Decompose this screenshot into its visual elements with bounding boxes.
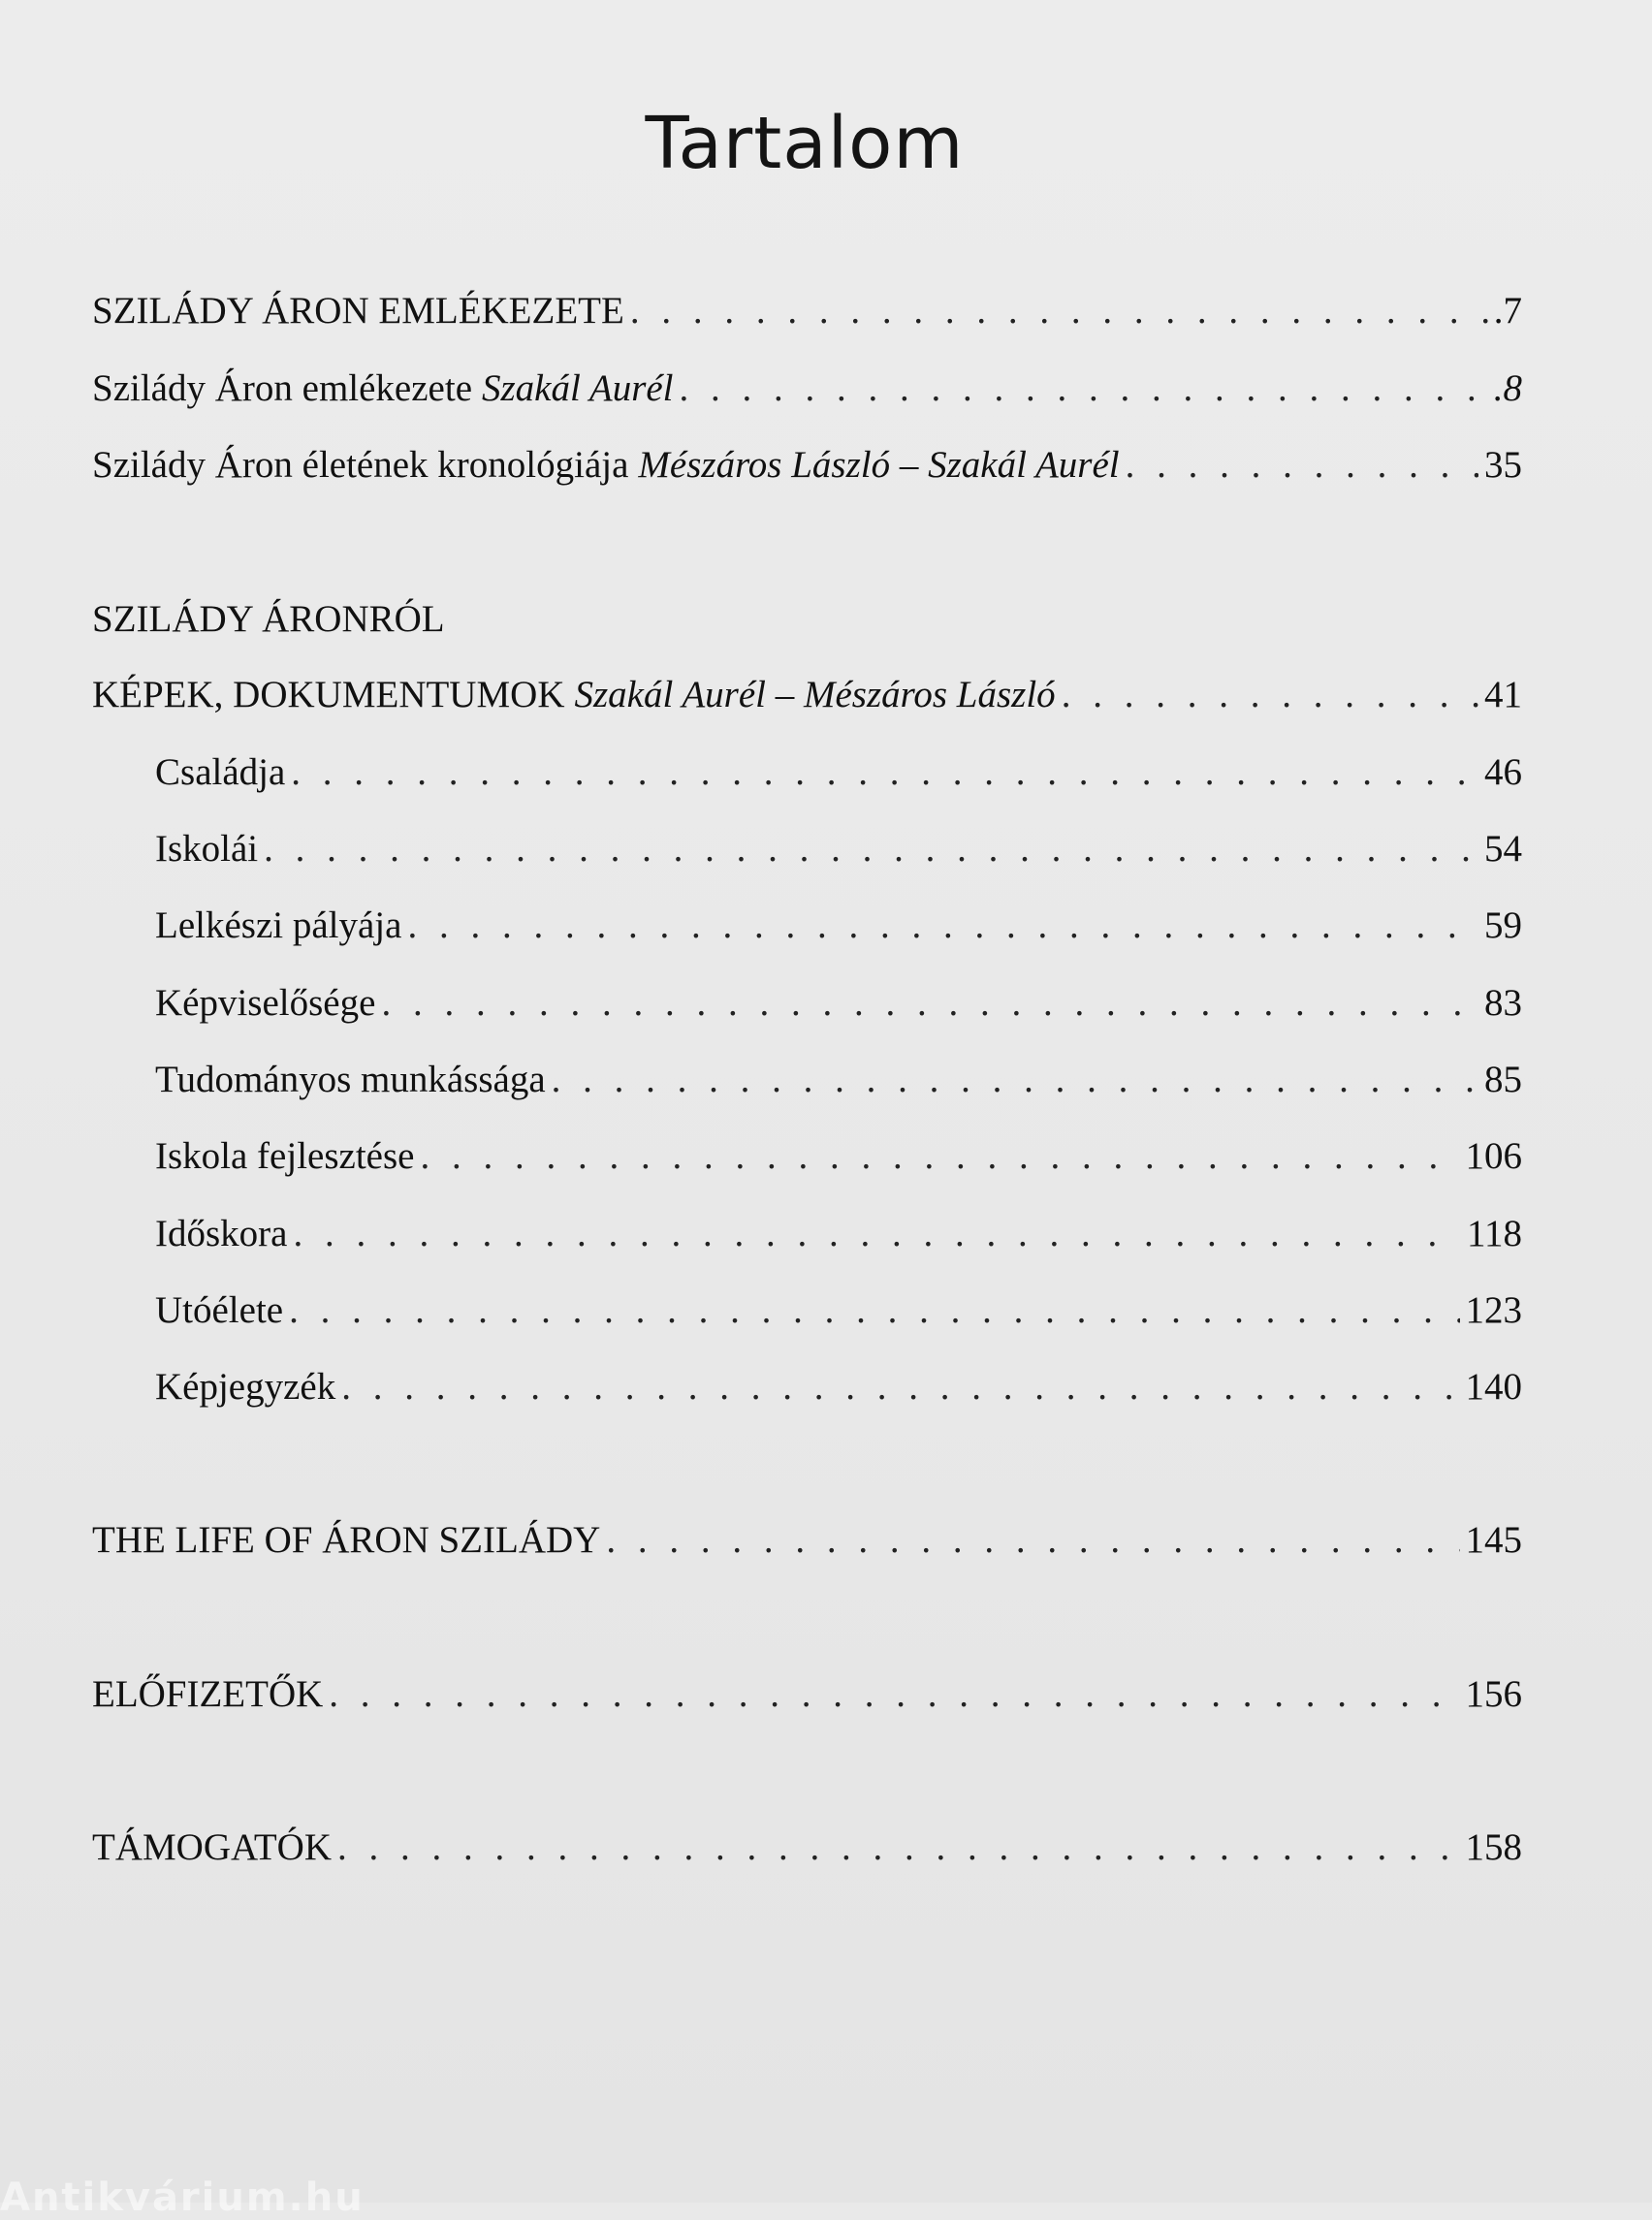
toc-entry-title: THE LIFE OF ÁRON SZILÁDY <box>92 1519 601 1561</box>
toc-subentry <box>155 1210 1522 1258</box>
toc-section-heading <box>92 595 1522 644</box>
dot-leader <box>552 1056 1478 1104</box>
toc-subentry <box>155 825 1522 873</box>
toc-page-number: .8 <box>1493 367 1522 409</box>
toc-entry-title: Lelkészi pályája <box>155 904 402 946</box>
dot-leader <box>341 1363 1459 1411</box>
toc-entry-author: Mészáros László – Szakál Aurél <box>638 444 1120 486</box>
dot-leader <box>381 979 1478 1028</box>
toc-entry <box>92 1824 1522 1872</box>
toc-entry-title: Képviselősége <box>155 982 376 1024</box>
toc-entry-title: Időskora <box>155 1213 288 1254</box>
toc-entry-title: Iskolái <box>155 828 259 870</box>
toc-page-number: 85 <box>1484 1059 1522 1100</box>
toc-page-number: 156 <box>1465 1673 1522 1715</box>
toc-entry-title: Szilády Áron életének kronológiája <box>92 444 629 486</box>
page-title: Tartalom <box>645 102 965 185</box>
dot-leader <box>630 287 1488 335</box>
toc-page-number: .7 <box>1493 290 1522 332</box>
toc-entry-title: TÁMOGATÓK <box>92 1826 332 1868</box>
dot-leader <box>289 1286 1459 1335</box>
toc-subentry <box>155 902 1522 950</box>
toc-page-number: 54 <box>1484 828 1522 870</box>
toc-entry <box>92 671 1522 719</box>
dot-leader <box>1126 441 1478 490</box>
toc-entry-title: Iskola fejlesztése <box>155 1135 415 1177</box>
toc-page-number: 106 <box>1465 1135 1522 1177</box>
dot-leader <box>337 1824 1460 1872</box>
toc-subentry <box>155 748 1522 797</box>
toc-entry-title: Képjegyzék <box>155 1366 336 1408</box>
toc-entry-title: Utóélete <box>155 1289 284 1331</box>
dot-leader <box>293 1210 1460 1258</box>
toc-subentry <box>155 1363 1522 1411</box>
toc-entry-title: KÉPEK, DOKUMENTUMOK <box>92 674 565 715</box>
toc-subentry <box>155 1286 1522 1335</box>
toc-entry-title: Tudományos munkássága <box>155 1059 546 1100</box>
toc-subentry <box>155 1132 1522 1181</box>
toc-entry <box>92 1670 1522 1719</box>
toc-page-number: 140 <box>1465 1366 1522 1408</box>
toc-entry-title: ELŐFIZETŐK <box>92 1673 324 1715</box>
dot-leader <box>291 748 1478 797</box>
watermark: Antikvárium.hu <box>0 2175 365 2220</box>
dot-leader <box>407 902 1478 950</box>
toc-page-number: 83 <box>1484 982 1522 1024</box>
toc-page-number: 46 <box>1484 751 1522 793</box>
toc-entry-author: Szakál Aurél – Mészáros László <box>574 674 1056 715</box>
toc-page-number: 41 <box>1484 674 1522 715</box>
toc-entry-author: Szakál Aurél <box>482 367 674 409</box>
toc-page-number: 145 <box>1465 1519 1522 1561</box>
toc-entry <box>92 287 1522 335</box>
toc-entry-title: Szilády Áron emlékezete <box>92 367 472 409</box>
toc-page-number: 118 <box>1466 1213 1522 1254</box>
toc-entry-title: Családja <box>155 751 286 793</box>
dot-leader <box>264 825 1478 873</box>
dot-leader <box>1062 671 1478 719</box>
toc-entry-title: SZILÁDY ÁRONRÓL <box>92 598 445 640</box>
toc-page-number: 158 <box>1465 1826 1522 1868</box>
dot-leader <box>329 1670 1459 1719</box>
toc-entry <box>92 365 1522 413</box>
dot-leader <box>606 1516 1459 1565</box>
dot-leader <box>680 365 1488 413</box>
toc-entry <box>92 441 1522 490</box>
toc-page-number: 123 <box>1465 1289 1522 1331</box>
toc-page-number: 59 <box>1484 904 1522 946</box>
toc-entry-title: SZILÁDY ÁRON EMLÉKEZETE <box>92 290 624 332</box>
toc-subentry <box>155 979 1522 1028</box>
dot-leader <box>420 1132 1459 1181</box>
toc-subentry <box>155 1056 1522 1104</box>
toc-page-number: 35 <box>1484 444 1522 486</box>
toc-entry <box>92 1516 1522 1565</box>
